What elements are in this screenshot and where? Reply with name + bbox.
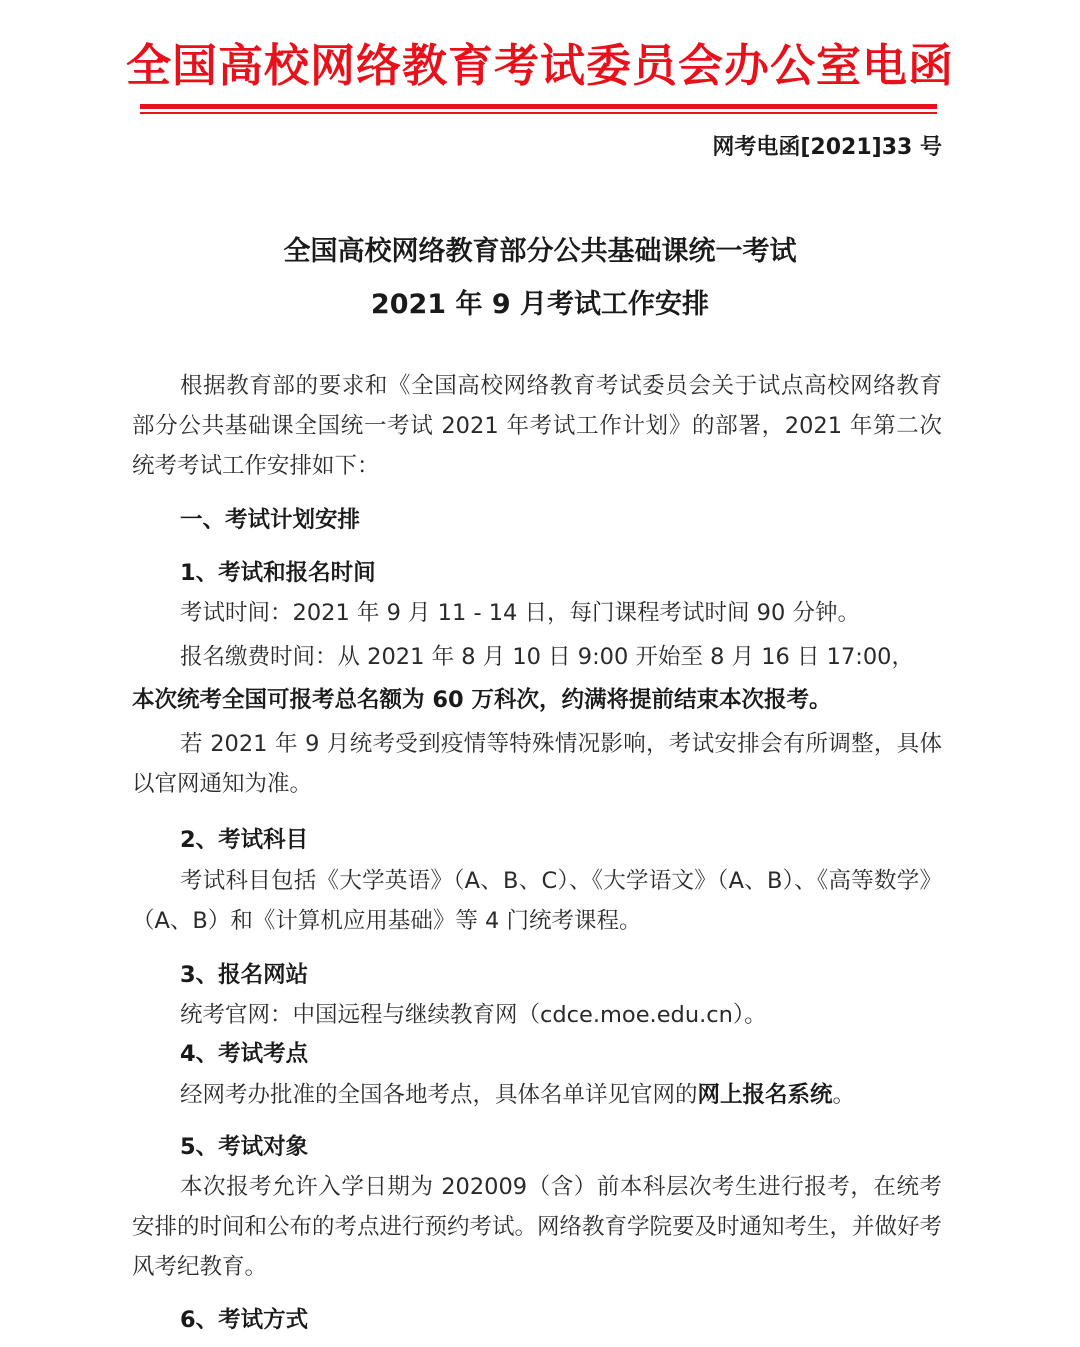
letterhead-rule-thick [140, 104, 937, 109]
item-heading-1: 1、考试和报名时间 [180, 560, 376, 586]
letterhead-rule-thin [140, 112, 937, 114]
letterhead-title: 全国高校网络教育考试委员会办公室电函 [125, 39, 954, 92]
item-heading-3: 3、报名网站 [180, 962, 309, 988]
document-title-line1: 全国高校网络教育部分公共基础课统一考试 [283, 236, 797, 267]
exam-candidates-text: 本次报考允许入学日期为 202009（含）前本科层次考生进行报考，在统考安排的时间和公布的考点进行预约考试。网络教育学院要及时通知考生，并做好考风考纪教育。 [132, 1174, 943, 1280]
online-registration-system: 网上报名系统 [697, 1082, 833, 1108]
exam-sites-text-prefix: 经网考办批准的全国各地考点，具体名单详见官网的 [180, 1082, 698, 1108]
adjustment-note: 若 2021 年 9 月统考受到疫情等特殊情况影响，考试安排会有所调整，具体以官网通知为准。 [132, 731, 942, 797]
register-time-text: 报名缴费时间：从 2021 年 8 月 10 日 9:00 开始至 8 月 16 日 17:00， [180, 644, 914, 670]
item-heading-4: 4、考试考点 [180, 1041, 309, 1067]
quota-text: 本次统考全国可报考总名额为 60 万科次，约满将提前结束本次报考。 [132, 687, 832, 713]
intro-paragraph: 根据教育部的要求和《全国高校网络教育考试委员会关于试点高校网络教育部分公共基础课全国统一考试 2021 年考试工作计划》的部署，2021 年第二次统考考试工作安排如下： [132, 373, 942, 479]
exam-time-text: 考试时间：2021 年 9 月 11 - 14 日，每门课程考试时间 90 分钟。 [180, 600, 860, 626]
exam-sites-text [180, 1075, 940, 1115]
document-title-line2: 2021 年 9 月考试工作安排 [370, 289, 710, 320]
item-heading-5: 5、考试对象 [180, 1134, 309, 1160]
section-heading-1: 一、考试计划安排 [180, 507, 361, 533]
item-heading-2: 2、考试科目 [180, 827, 309, 853]
subjects-text: 考试科目包括《大学英语》（A、B、C）、《大学语文》（A、B）、《高等数学》（A、B）和《计算机应用基础》等 4 门统考课程。 [132, 868, 942, 934]
document-number: 网考电函[2021]33 号 [712, 135, 942, 160]
website-text: 统考官网：中国远程与继续教育网（cdce.moe.edu.cn）。 [180, 1002, 767, 1028]
exam-sites-text-suffix: 。 [832, 1082, 856, 1108]
item-heading-6: 6、考试方式 [180, 1307, 309, 1333]
